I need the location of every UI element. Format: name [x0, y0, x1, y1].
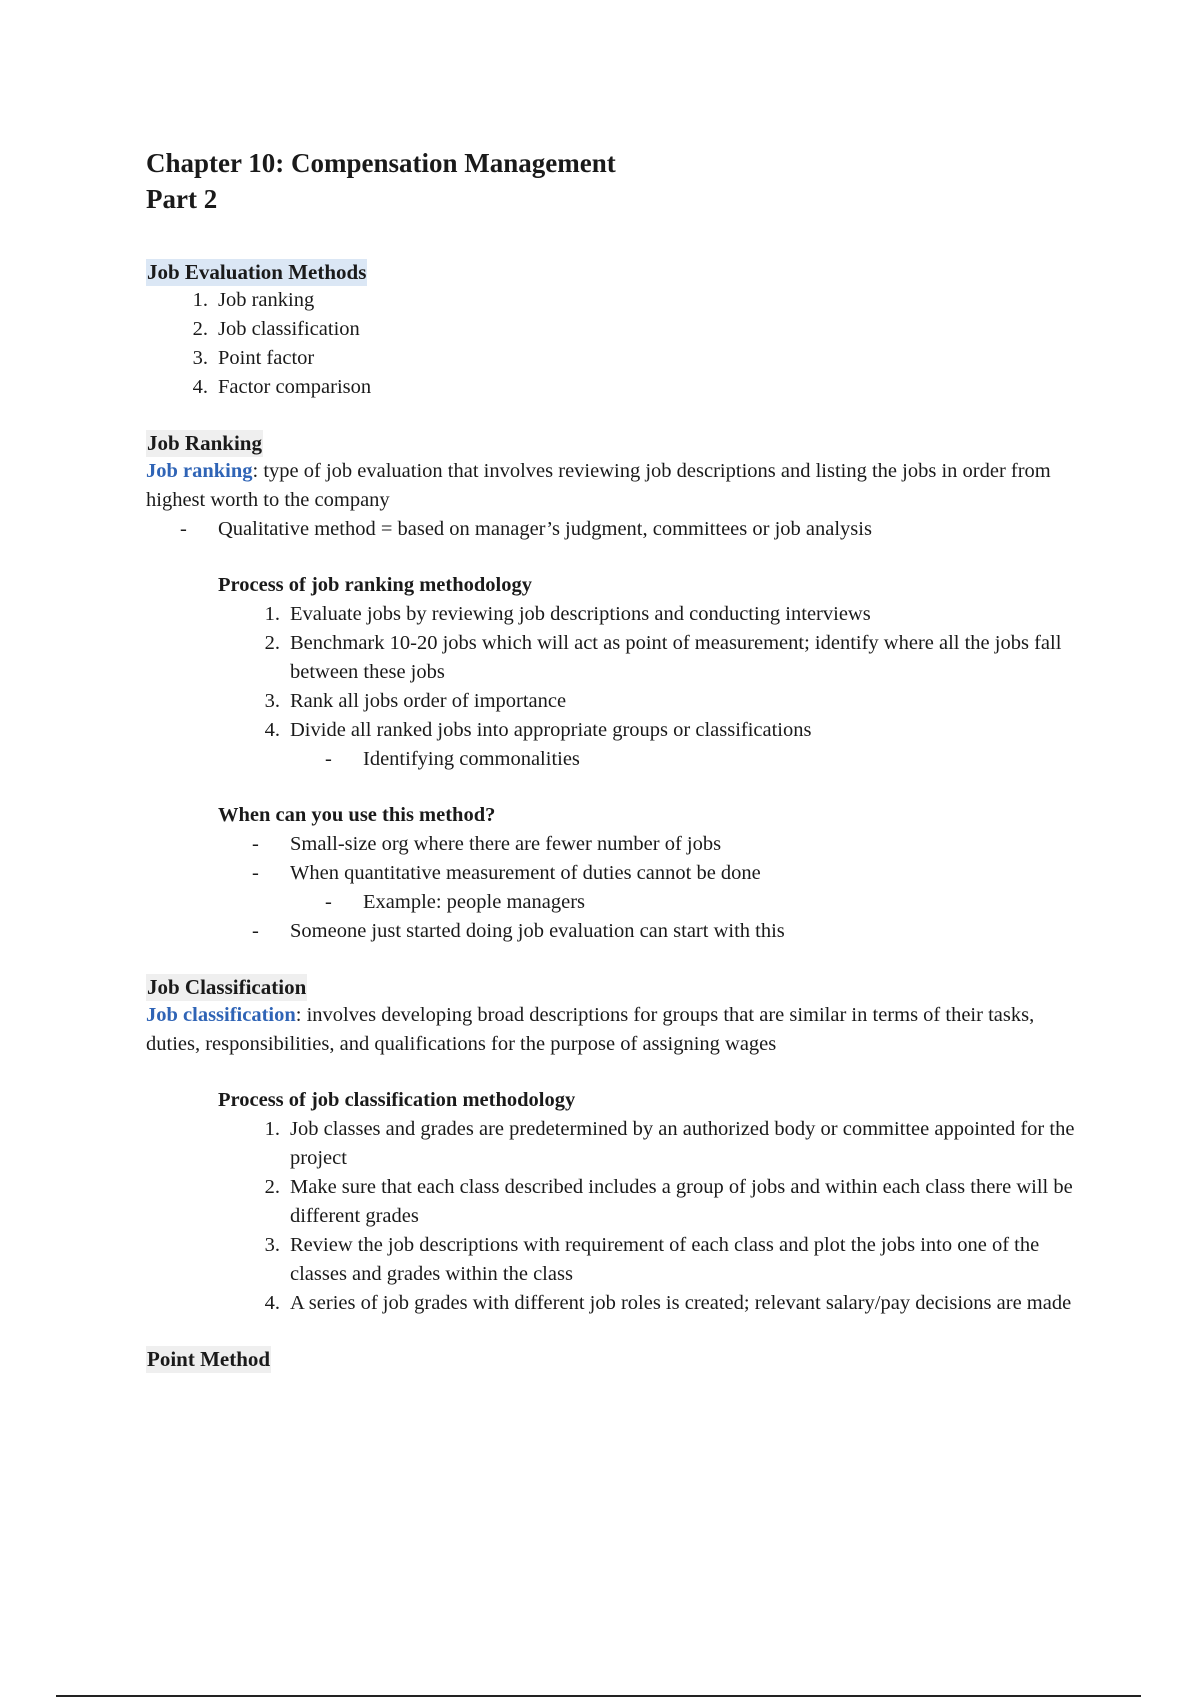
list-item: - When quantitative measurement of duties cannot be done	[252, 862, 761, 884]
list-item: 2. Job classification	[192, 318, 360, 340]
title-line-1: Chapter 10: Compensation Management	[146, 148, 616, 178]
list-item: 1. Job classes and grades are predetermined by an authorized body or committee appointed for the project	[264, 1118, 1075, 1169]
list-item: 2. Make sure that each class described includes a group of jobs and within each class there will be different grades	[264, 1176, 1073, 1227]
list-item: 4. Factor comparison	[192, 376, 372, 398]
list-item: 4. A series of job grades with different job roles is created; relevant salary/pay decisions are made	[264, 1292, 1072, 1314]
job-ranking-process-heading: Process of job ranking methodology	[218, 574, 532, 596]
list-item: 3. Rank all jobs order of importance	[264, 690, 567, 712]
list-item: - Small-size org where there are fewer number of jobs	[252, 833, 722, 855]
job-ranking-definition: Job ranking: type of job evaluation that involves reviewing job descriptions and listing the jobs in order from highest worth to the company	[146, 460, 1051, 511]
list-item: 3. Point factor	[192, 347, 315, 369]
list-item: 3. Review the job descriptions with requirement of each class and plot the jobs into one of the classes and grades within the class	[264, 1234, 1040, 1285]
job-classification-heading-text: Job Classification	[147, 975, 307, 999]
list-item: - Example: people managers	[325, 891, 585, 913]
evaluation-methods-heading-text: Job Evaluation Methods	[147, 260, 367, 284]
list-item: 1. Job ranking	[192, 289, 315, 311]
job-classification-process-heading: Process of job classification methodology	[218, 1089, 576, 1111]
list-item: 1. Evaluate jobs by reviewing job descriptions and conducting interviews	[264, 603, 871, 625]
job-ranking-term: Job ranking	[146, 460, 253, 482]
point-method-heading-text: Point Method	[147, 1347, 271, 1371]
list-item: 4. Divide all ranked jobs into appropriate groups or classifications	[264, 719, 812, 741]
title-line-2: Part 2	[146, 184, 218, 214]
document-page	[146, 145, 1086, 1373]
job-ranking-process-list	[146, 600, 1086, 774]
job-ranking-heading-text: Job Ranking	[147, 431, 262, 455]
job-classification-heading	[146, 973, 1086, 1001]
job-ranking-bullets	[146, 515, 1086, 544]
job-classification-term: Job classification	[146, 1004, 296, 1026]
job-classification-process-list	[146, 1115, 1086, 1318]
page-bottom-divider	[56, 1695, 1141, 1697]
list-item: - Identifying commonalities	[325, 748, 580, 770]
evaluation-methods-heading	[146, 258, 1086, 286]
page-title	[146, 145, 1086, 217]
evaluation-methods-list	[146, 286, 1086, 402]
list-item: 2. Benchmark 10-20 jobs which will act as point of measurement; identify where all the jobs fall between these jobs	[264, 632, 1062, 683]
job-ranking-heading	[146, 429, 1086, 457]
job-ranking-when-list	[146, 830, 1086, 946]
job-ranking-when-heading: When can you use this method?	[218, 804, 496, 826]
list-item: - Someone just started doing job evaluation can start with this	[252, 920, 785, 942]
list-item: - Qualitative method = based on manager’s judgment, committees or job analysis	[180, 518, 872, 540]
point-method-heading	[146, 1345, 1086, 1373]
job-classification-definition: Job classification: involves developing broad descriptions for groups that are similar in terms of their tasks, duties, responsibilities, and qualifications for the purpose of assigning wages	[146, 1004, 1035, 1055]
